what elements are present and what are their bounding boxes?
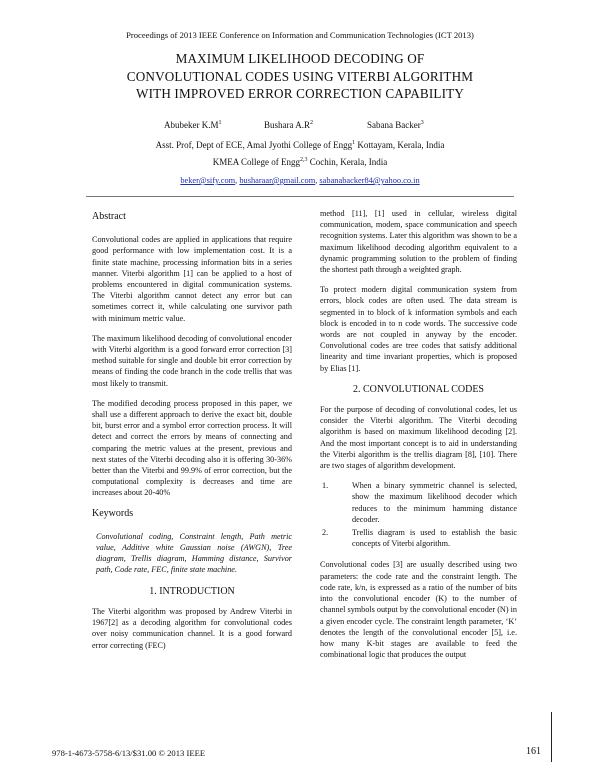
list-item: [320, 527, 517, 549]
author-emails: beker@sify.com, busharaar@gmail.com, sabanabacker84@yahoo.co.in: [180, 176, 420, 185]
list-number: 2.: [322, 528, 329, 538]
header-divider: [86, 196, 514, 197]
author-list: [0, 120, 600, 134]
introduction-paragraph: The Viterbi algorithm was proposed by Andrew Viterbi in 1967[2] as a decoding algorithm for convolutional codes over noisy communication channel. It is a good forward error correcting (FEC): [92, 606, 292, 650]
introduction-paragraph: method [11], [1] used in cellular, wireless digital communication, modem, space communication and speech recognition systems. Later this algorithm was shown to be a maximum likelihood decoding algorithm equivalent to a dynamic programming solution to the problem of finding the shortest path through a weighted graph.: [320, 209, 517, 275]
right-column: [320, 208, 517, 669]
author-1: Abubeker $K.M^1$: [164, 120, 222, 130]
email-link[interactable]: beker@sify.com: [180, 176, 236, 185]
title-line: WITH IMPROVED ERROR CORRECTION CAPABILITY: [135, 86, 465, 101]
abstract-paragraph: Convolutional codes are applied in applications that require good performance with low implementation cost. It is a finite state machine, processing information bits in a series manner. Viterbi algorithm [1] can be applied to a host of problems encountered in digital communication systems. The Viterbi algorithm cannot detect any error but can sometimes correct it, while calculating one survivor path with minimum metric value.: [92, 235, 292, 323]
email-link[interactable]: sabanabacker84@yahoo.co.in: [319, 176, 420, 185]
title-line: CONVOLUTIONAL CODES USING VITERBI ALGORITHM: [126, 68, 474, 84]
numbered-list: [320, 480, 517, 549]
list-item: [320, 480, 517, 525]
section-2-paragraph: Convolutional codes [3] are usually described using two parameters: the code rate and the constraint length. The code rate, k/n, is expressed as a ratio of the number of bits into the convolutional encoder (K) to the number of channel symbols output by the convolutional encoder (N) in a given encoder cycle. The constraint length parameter, ‘K’ denotes the length of the convolutional encoder [5], i.e. how many K-bit stages are available to feed the combinational logic that produces the output: [320, 560, 517, 660]
keywords-heading: Keywords: [92, 507, 134, 519]
abstract-paragraph: The maximum likelihood decoding of convolutional encoder with Viterbi algorithm is a good forward error correction [3] method suitable for single and double bit error correction by means of finding the code branch in the code trellis that was most likely to transmit.: [92, 333, 292, 388]
list-number: 1.: [322, 481, 329, 491]
author-2: Bushara $A.R^2$: [264, 120, 313, 130]
list-text: Trellis diagram is used to establish the basic concepts of Viterbi algorithm.: [352, 528, 517, 549]
left-column: [92, 208, 292, 660]
author-3: Sabana Backer$^3$: [367, 120, 424, 130]
section-2-heading: 2. CONVOLUTIONAL CODES: [352, 383, 484, 395]
conference-header: Proceedings of 2013 IEEE Conference on Information and Communication Technologies (ICT 2013): [126, 30, 474, 40]
paper-title: [60, 50, 540, 103]
margin-rule: [551, 712, 552, 762]
introduction-heading: 1. INTRODUCTION: [149, 585, 235, 597]
section-2-paragraph: For the purpose of decoding of convolutional codes, let us consider the Viterbi algorithm. The Viterbi decoding algorithm is based on maximum likelihood decoding [2]. And the most important concept is to aid in understanding the Viterbi algorithm is the trellis diagram [8], [10]. There are two stages of algorithm development.: [320, 405, 517, 471]
affiliation-line-1: Asst. Prof, Dept of ECE, Amal Jyothi College of Engg$^1$ Kottayam, Kerala, India: [155, 140, 445, 150]
abstract-heading: Abstract: [92, 211, 126, 222]
title-line: MAXIMUM LIKELIHOOD DECODING OF: [175, 51, 425, 66]
page-number: 161: [526, 746, 541, 757]
affiliation-line-2: KMEA College of Engg$^{2,3}$ Cochin, Kerala, India: [212, 157, 388, 167]
keywords-text: Convolutional coding, Constraint length, Path metric value, Additive white Gaussian noise (AWGN), Tree diagram, Trellis diagram, Hamming distance, Survivor path, Code rate, FEC, finite state machine.: [96, 531, 292, 575]
footer-isbn: 978-1-4673-5758-6/13/$31.00 © 2013 IEEE: [52, 748, 206, 758]
introduction-paragraph: To protect modern digital communication system from errors, block codes are often used. The data stream is segmented in to block of k information symbols and each block is encoded in to n code words. The successive code words are not coupled in anyway by the encoder. Convolutional codes are tree codes that satisfy additional linearity and time invariant properties, which is proposed by Elias [1].: [320, 285, 517, 373]
list-text: When a binary symmetric channel is selected, show the maximum likelihood decoder which reduces to the minimum hamming distance decoder.: [352, 481, 517, 524]
email-link[interactable]: busharaar@gmail.com: [239, 176, 316, 185]
abstract-paragraph: The modified decoding process proposed in this paper, we shall use a different approach to derive the exact bit, double bit, burst error and a symbol error correction process. It will detect and correct the errors by means of connecting and comparing the metric values at the present, previous and next states of the Viterbi decoding also it is offering 30-36% better than the Viterbi and 99.9% of error correction, but the computational complexity is decreases and time are increases about 20-40%: [92, 398, 292, 498]
